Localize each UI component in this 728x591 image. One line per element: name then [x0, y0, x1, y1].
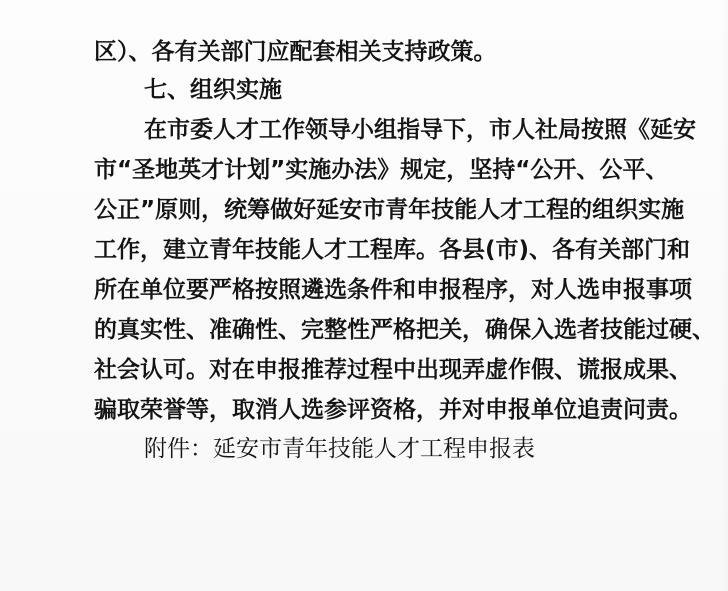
paragraph-line-7: 的真实性、准确性、完整性严格把关，确保入选者技能过硬、 — [94, 317, 715, 343]
scan-edge-shadow — [720, 0, 728, 591]
paragraph-line-6: 所在单位要严格按照遴选条件和申报程序，对人选申报事项 — [94, 277, 692, 303]
paragraph-line-3: 市“圣地英才计划”实施办法》规定，坚持“公开、公平、 — [94, 157, 669, 183]
paragraph-line-5: 工作，建立青年技能人才工程库。各县(市)、各有关部门和 — [94, 237, 691, 263]
paragraph-line-9: 骗取荣誉等，取消人选参评资格，并对申报单位追责问责。 — [94, 397, 692, 423]
paragraph-line-2: 在市委人才工作领导小组指导下，市人社局按照《延安 — [144, 117, 696, 143]
attachment-line: 附件：延安市青年技能人才工程申报表 — [144, 436, 535, 462]
section-heading: 七、组织实施 — [144, 77, 282, 103]
paragraph-line-4: 公正”原则，统筹做好延安市青年技能人才工程的组织实施 — [94, 197, 685, 223]
paragraph-line-8: 社会认可。对在申报推荐过程中出现弄虚作假、谎报成果、 — [94, 357, 692, 383]
paragraph-line-1: 区）、各有关部门应配套相关支持政策。 — [94, 39, 497, 65]
